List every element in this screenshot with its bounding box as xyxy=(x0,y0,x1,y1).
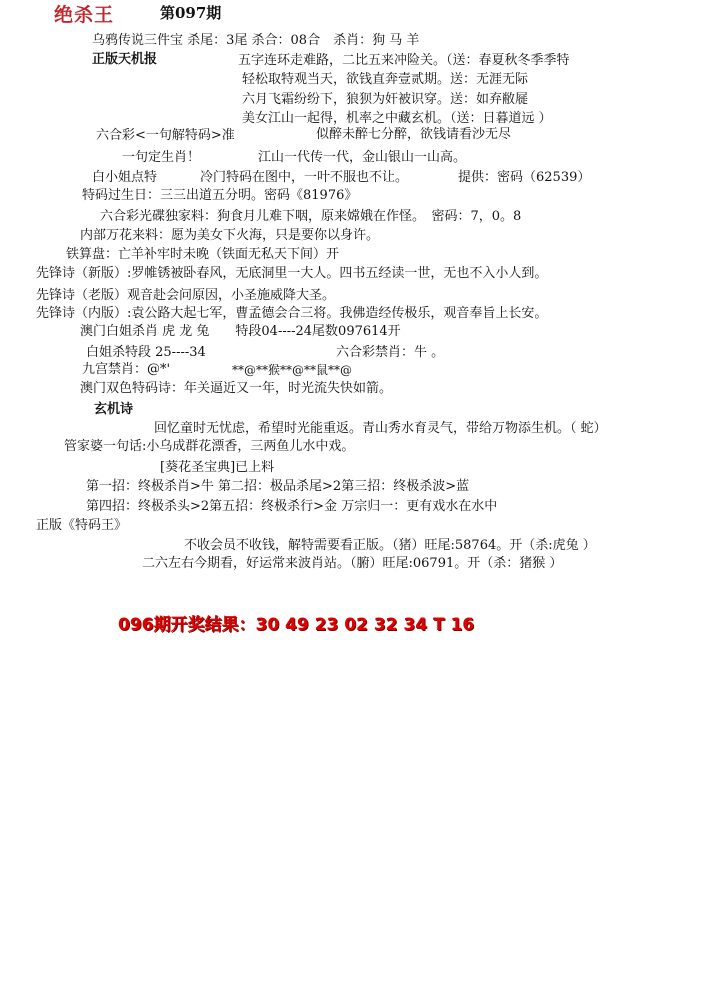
line-nine-palace-label: 九宫禁肖：@*' xyxy=(82,362,171,377)
line-pioneer-old: 先锋诗（老版）观音赴会问原因，小圣施威降大圣。 xyxy=(36,288,336,303)
line-sunflower: [葵花圣宝典]已上料 xyxy=(160,460,275,475)
line-tema-wang-1: 不收会员不收钱，解特需要看正版。（猪）旺尾:58764。开（杀:虎兔 ） xyxy=(184,538,596,553)
line-baixiaojie-label: 白小姐点特 xyxy=(92,170,158,185)
line-internal-source: 内部万花来料：愿为美女下火海，只是要你以身许。 xyxy=(80,228,380,243)
line-housekeeper: 管家婆一句话:小乌成群花漂香，三两鱼儿水中戏。 xyxy=(64,439,355,454)
line-one-sentence-label: 六合彩<一句解特码>准 xyxy=(96,128,235,143)
line-forbidden-zodiac: 六合彩禁肖：牛 。 xyxy=(336,345,445,360)
line-pioneer-new: 先锋诗（新版）:罗帷锈被卧春风，无底洞里一大人。四书五经读一世，无也不入小人到。 xyxy=(36,266,548,281)
line-moves-1: 第一招：终极杀肖>牛 第二招：极品杀尾>2第三招：终极杀波>蓝 xyxy=(86,479,470,494)
line-xuanji-label: 玄机诗 xyxy=(94,402,134,417)
line-one-sentence-text: 似醉未醉七分醉，欲钱请看沙无尽 xyxy=(316,127,512,142)
line-nine-palace-text: **@**猴**@**鼠**@ xyxy=(232,363,353,377)
line-zodiac-text: 江山一代传一代，金山银山一山高。 xyxy=(258,150,467,165)
line-macau-double-color: 澳门双色特码诗：年关逼近又一年，时光流失快如箭。 xyxy=(80,381,393,396)
line-macau-baijie: 澳门白姐杀肖 虎 龙 兔 特段04----24尾数097614开 xyxy=(80,324,401,339)
line-tianji-2: 轻松取特观当天，欲钱直奔壹贰期。送：无涯无际 xyxy=(242,72,529,87)
line-tianji-4: 美女江山一起得，机率之中藏玄机。（送：日暮道远 ） xyxy=(242,111,552,126)
line-disc-exclusive: 六合彩光碟独家料：狗食月儿难下咽，原来嫦娥在作怪。 密码：7，0。8 xyxy=(100,209,522,224)
line-baixiaojie-code: 提供：密码（62539） xyxy=(458,170,591,185)
draw-result: 096期开奖结果：30 49 23 02 32 34 T 16 xyxy=(118,615,475,635)
line-birthday: 特码过生日：三三出道五分明。密码《81976》 xyxy=(82,188,358,203)
line-tema-wang-label: 正版《特码王》 xyxy=(36,518,128,533)
line-tianji-label: 正版天机报 xyxy=(92,52,158,67)
line-tema-wang-2: 二六左右今期看，好运常来波肖站。（腑）旺尾:06791。开（杀：猪猴 ） xyxy=(142,556,563,571)
line-xuanji-poem: 回忆童时无忧虑，希望时光能重返。青山秀水育灵气，带给万物添生机。（ 蛇） xyxy=(154,421,607,436)
line-moves-2: 第四招：终极杀头>2第五招：终极杀行>金 万宗归一：更有戏水在水中 xyxy=(86,499,498,514)
line-baixiaojie-text: 冷门特码在图中，一叶不服也不让。 xyxy=(200,170,409,185)
line-pioneer-inner: 先锋诗（内版）:袁公路大起七军，曹孟德会合三将。我佛造经传极乐，观音奉旨上长安。 xyxy=(36,306,548,321)
page-title: 绝杀王 xyxy=(54,4,115,26)
line-tianji-3: 六月飞霜纷纷下，狼狈为奸被识穿。送：如弃敝屣 xyxy=(242,92,529,107)
line-tianji-1: 五字连环走难路，二比五来冲险关。（送：春夏秋冬季季特 xyxy=(238,53,570,68)
issue-number: 第097期 xyxy=(160,4,222,22)
line-crow-legend: 乌鸦传说三件宝 杀尾：3尾 杀合：08合 杀肖：狗 马 羊 xyxy=(92,33,420,48)
line-abacus: 铁算盘：亡羊补牢时未晚（铁面无私天下间）开 xyxy=(66,247,340,262)
line-baijie-segment: 白姐杀特段 25----34 xyxy=(86,345,206,360)
line-zodiac-label: 一句定生肖！ xyxy=(122,150,201,165)
